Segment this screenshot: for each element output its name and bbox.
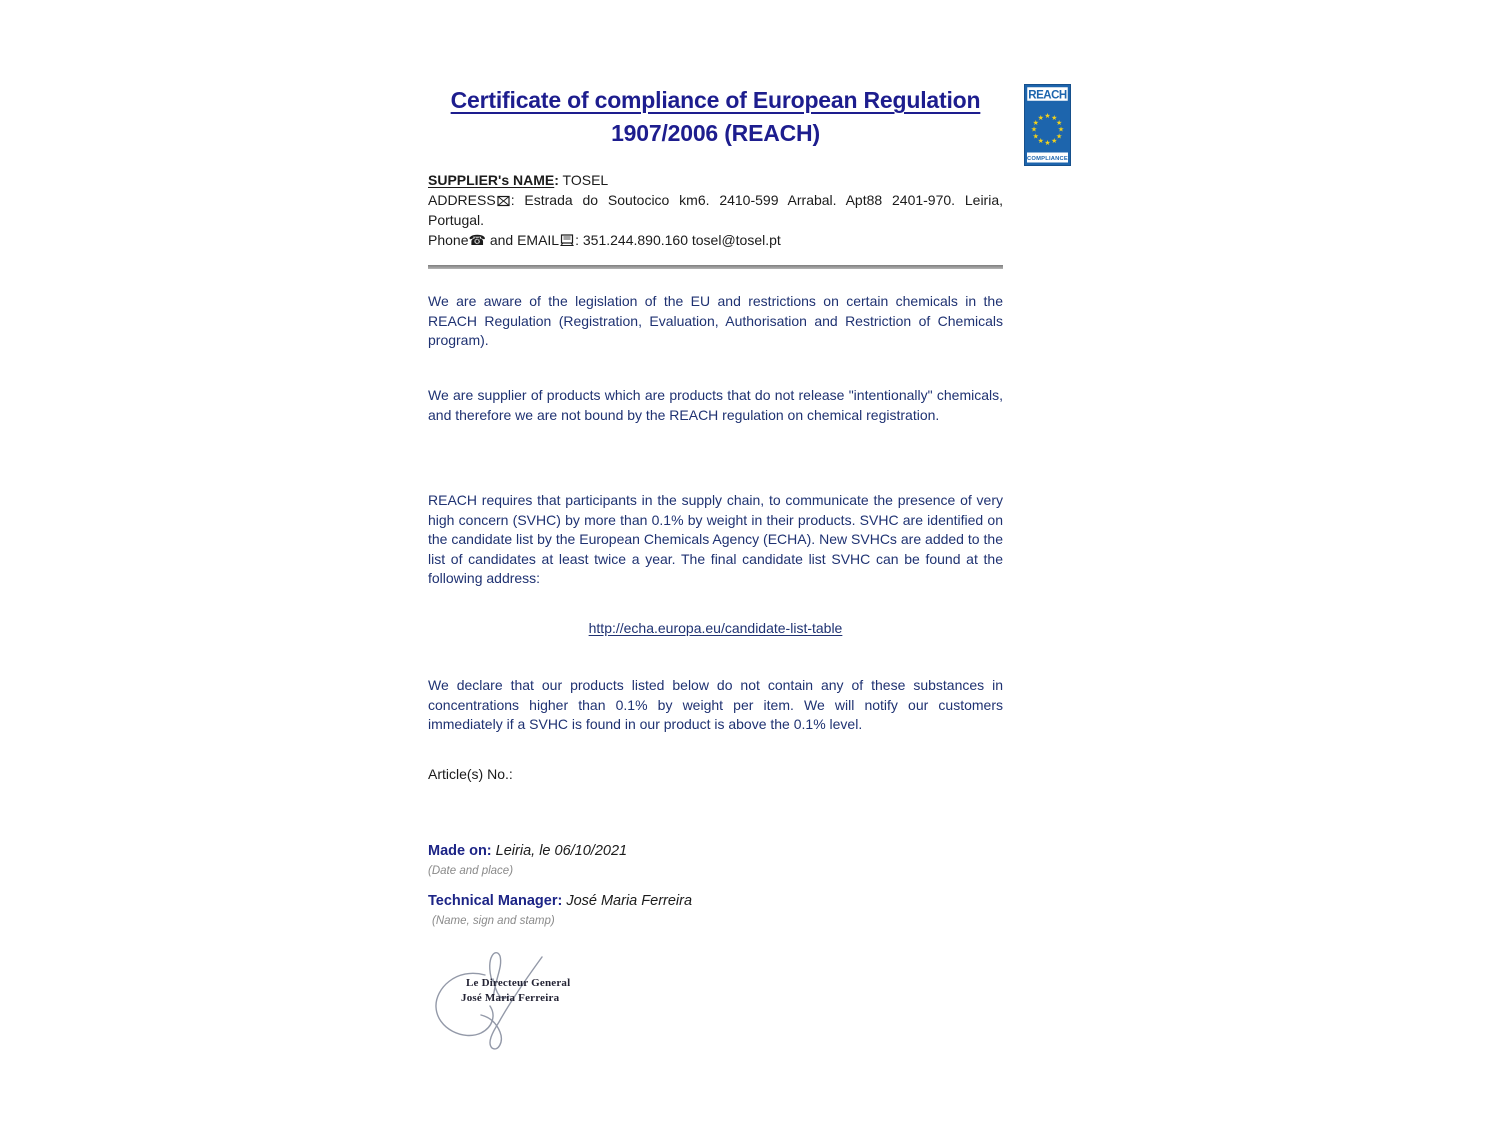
phone-label: Phone [428,232,469,248]
svg-text:★: ★ [1044,112,1051,120]
envelope-icon [497,195,510,207]
title-line2: 1907/2006 (REACH) [611,120,820,146]
contact-value: 351.244.890.160 tosel@tosel.pt [582,232,781,248]
svg-text:★: ★ [1044,139,1051,147]
supplier-name-label: SUPPLIER's NAME [428,172,555,188]
title-line1: Certificate of compliance of European Regulation [450,87,981,113]
candidate-list-link-line [428,620,1003,636]
svg-text:★: ★ [1032,118,1039,127]
address-value: Estrada do Soutocico km6. 2410-599 Arrabal. Apt88 2401-970. Leiria, Portugal. [428,192,1004,228]
reach-logo-graphic [1024,84,1071,166]
technical-manager-value: José Maria Ferreira [562,893,693,909]
email-label: and EMAIL [485,232,560,248]
svg-text:★: ★ [1051,137,1058,146]
reach-compliance-logo [1024,84,1071,166]
contact-colon: : [575,232,583,248]
stamp-title-text: Le Directeur General [466,977,571,989]
supplier-name-colon: : [554,172,559,188]
made-on-line [428,843,1003,859]
reach-logo-top-text: REACH [1028,89,1067,102]
technical-manager-line [428,893,1003,909]
supplier-name-line [428,170,1003,190]
paragraph-reach-requires: REACH requires that participants in the supply chain, to communicate the presence of very high concern (SVHC) by more than 0.1% by weight in their products. SVHC are identified on the candidate list by the European Chemicals Agency (ECHA). New SVHCs are added to the list of candidates at least twice a year. The final candidate list SVHC can be found at the following address: [428,492,1003,586]
page-title [428,84,1003,150]
paragraph-aware: We are aware of the legislation of the EU and restrictions on certain chemicals in the REACH Regulation (Registration, Evaluation, Authorisation and Restriction of Chemicals program). [428,293,1003,348]
signature-stamp-area [430,945,570,1060]
supplier-info [428,170,1003,250]
made-on-label: Made on: [428,843,492,859]
computer-icon [560,234,574,247]
section-divider [428,265,1003,269]
supplier-name-value: TOSEL [558,172,609,188]
paragraph-supplier-products: We are supplier of products which are products that do not release "intentionally" chemicals, and therefore we are not bound by the REACH regulation on chemical registration. [428,387,1003,423]
paragraph-declare: We declare that our products listed below do not contain any of these substances in concentrations higher than 0.1% by weight per item. We will notify our customers immediately if a SVHC is found in our product is above the 0.1% level. [428,677,1003,732]
svg-text:★: ★ [1051,113,1058,122]
svg-text:★: ★ [1037,113,1044,122]
svg-text:★: ★ [1030,125,1038,134]
articles-no-label: Article(s) No.: [428,766,513,782]
supplier-address-line [428,190,1003,230]
supplier-contact-line [428,230,1003,250]
phone-icon: ☎ [468,232,486,248]
svg-text:★: ★ [1056,132,1063,141]
reach-logo-bottom-text: COMPLIANCE [1027,156,1068,162]
svg-text:★: ★ [1056,118,1063,127]
name-sign-stamp-caption: (Name, sign and stamp) [432,915,555,927]
made-on-value: Leiria, le 06/10/2021 [491,843,628,859]
address-label: ADDRESS [428,192,496,208]
address-colon: : [510,192,525,208]
svg-text:★: ★ [1037,137,1044,146]
date-place-caption: (Date and place) [428,865,514,877]
svg-text:★: ★ [1032,132,1039,141]
svg-text:★: ★ [1057,125,1065,134]
candidate-list-link[interactable]: http://echa.europa.eu/candidate-list-table [588,620,843,636]
technical-manager-label: Technical Manager: [428,893,563,909]
stamp-name-text: José Maria Ferreira [461,992,560,1004]
